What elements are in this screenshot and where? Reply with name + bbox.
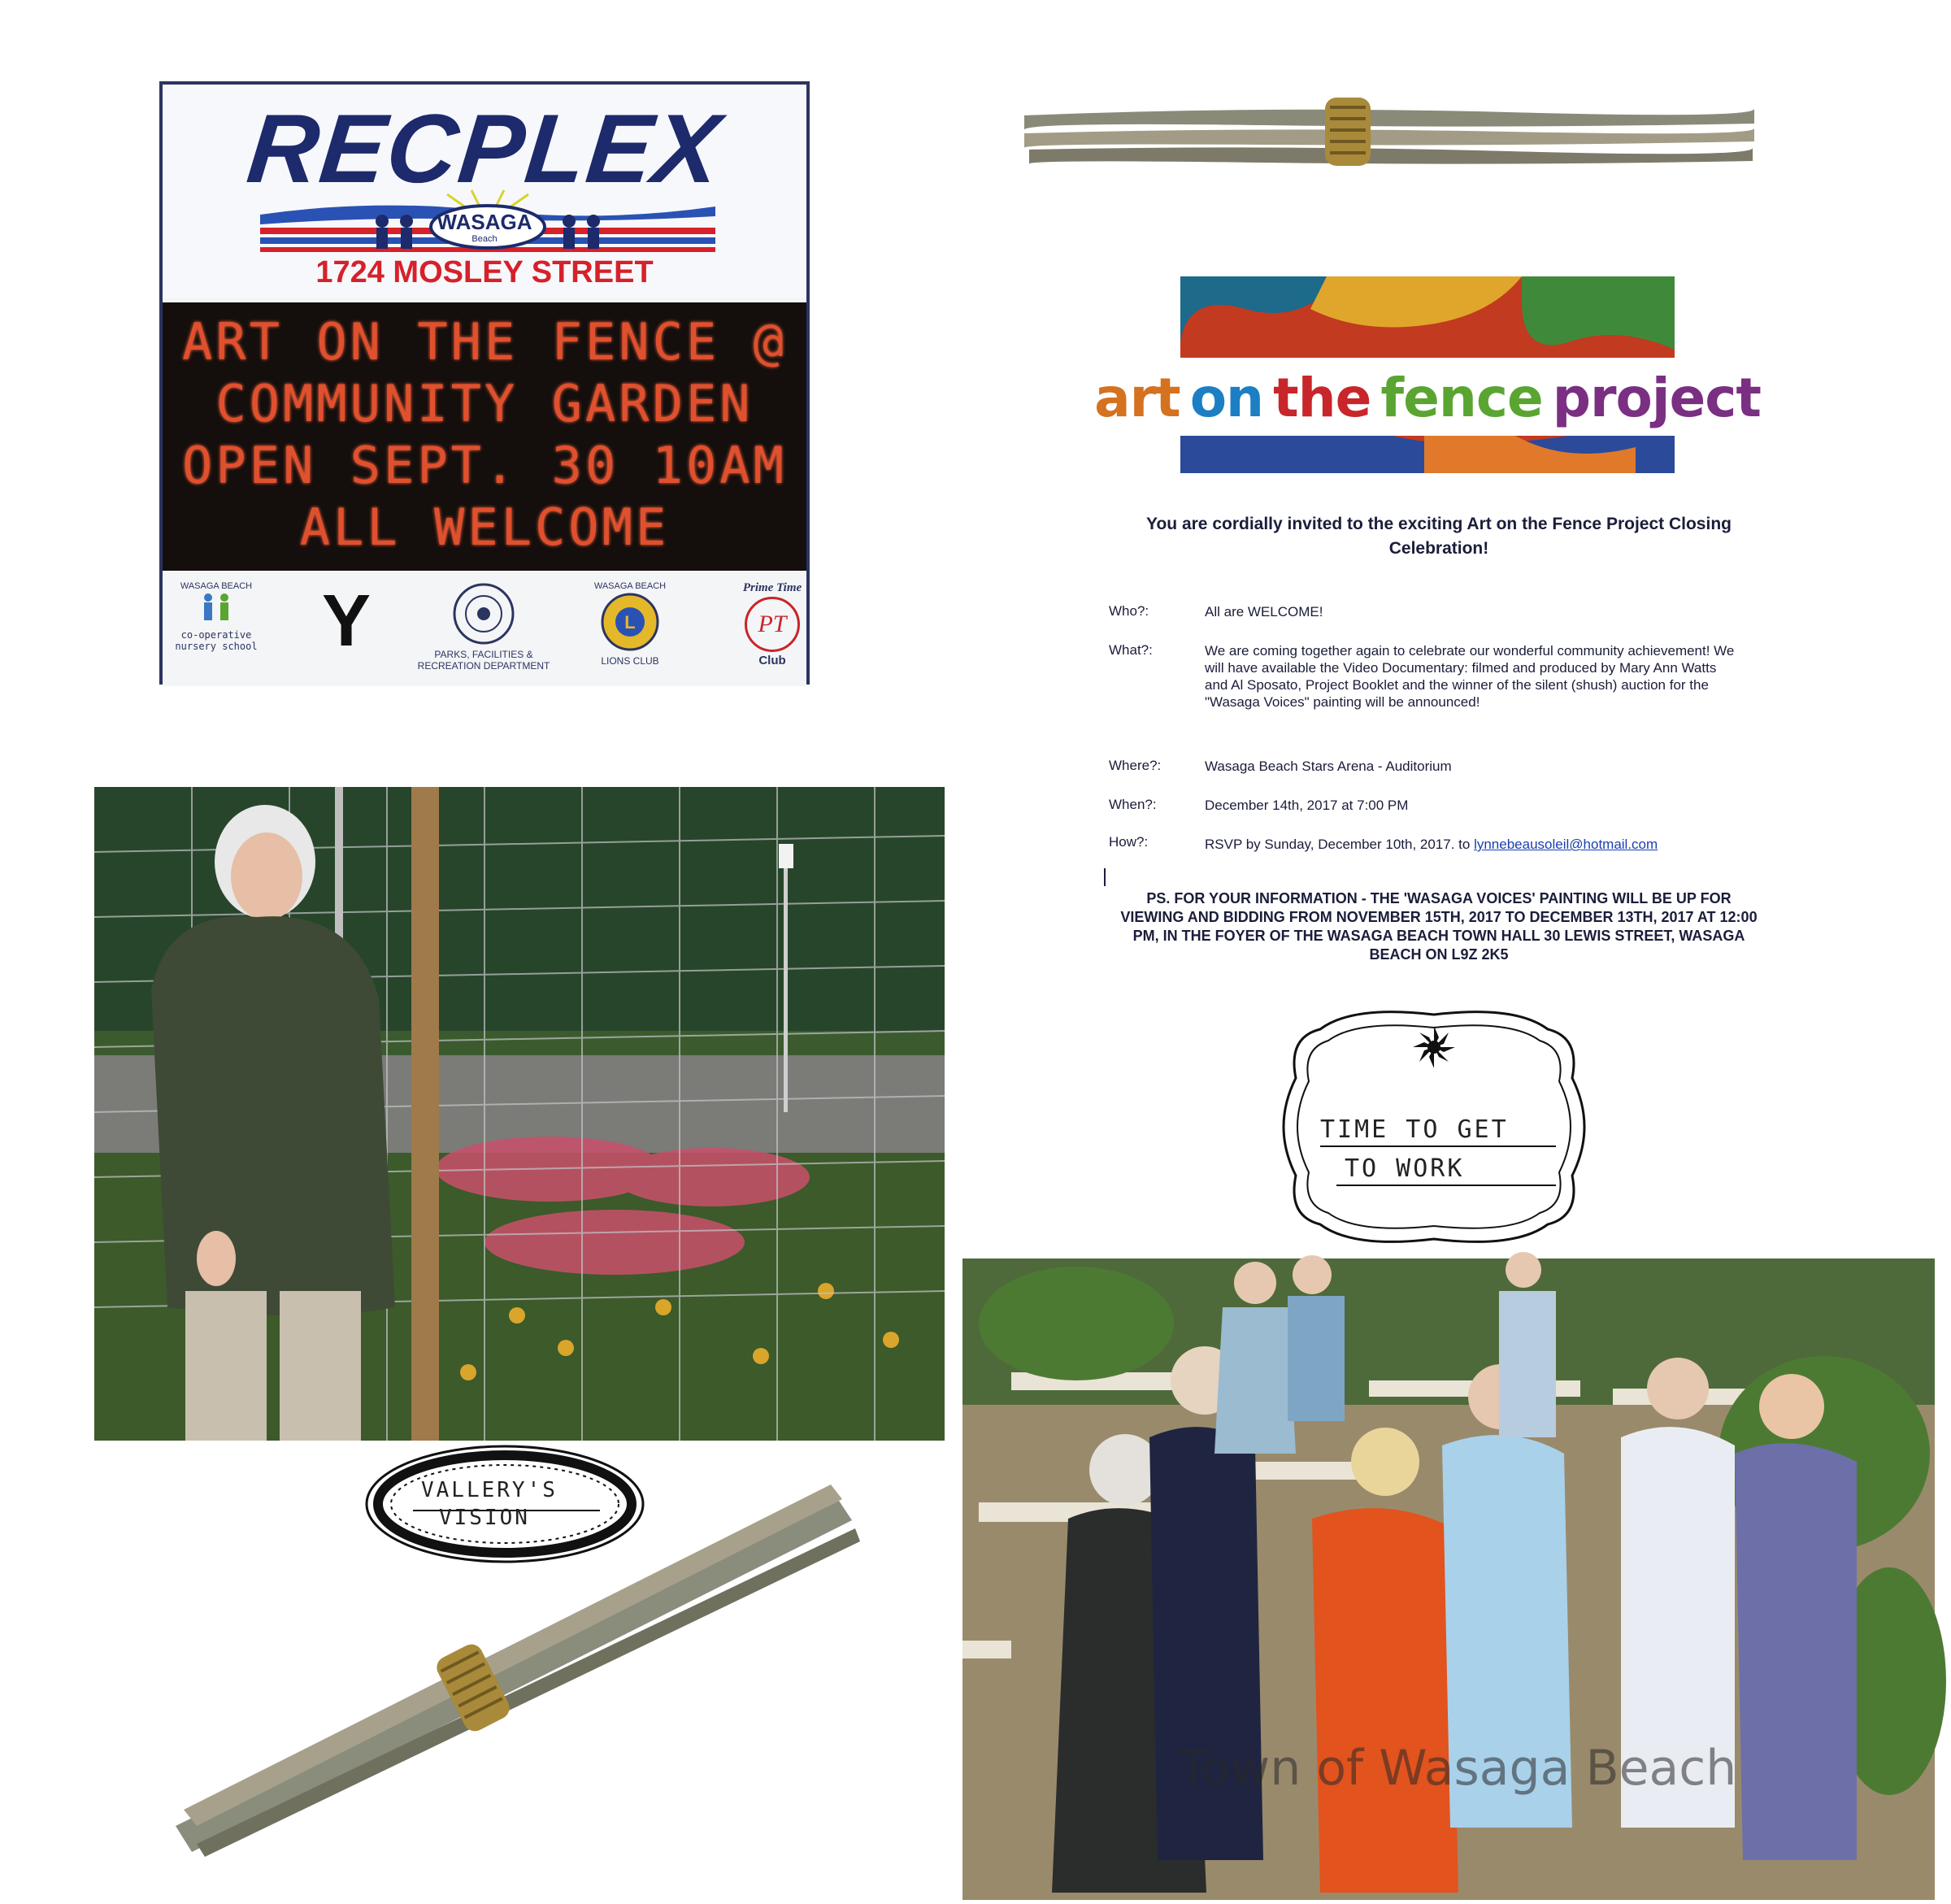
led-message-board (163, 302, 806, 571)
what-value: We are coming together again to celebrate our wonderful community achievement! We will have available the Video Documentary: filmed and produced by Mary Ann Watts and Al Sposato, Project Booklet and the winner of the silent (shush) auction for the "Wasaga Voices" painting will be announced! (1205, 643, 1735, 710)
lions-emblem-icon (597, 591, 663, 653)
nursery-school-logo (167, 581, 265, 652)
how-value-text: RSVP by Sunday, December 10th, 2017. to (1205, 837, 1475, 852)
svg-text:L: L (624, 612, 636, 632)
prime-time-club-logo (736, 581, 809, 667)
parks-department-text: PARKS, FACILITIES & RECREATION DEPARTMENT (417, 649, 550, 672)
community-garden-scene (962, 1258, 1935, 1900)
art-on-the-fence-banner (1094, 276, 1761, 473)
what-label: What?: (1109, 642, 1153, 658)
when-label: When?: (1109, 797, 1157, 812)
town-watermark: Town of Wasaga Beach (1179, 1740, 1737, 1797)
how-value (1205, 836, 1741, 853)
lions-top-text: WASAGA BEACH (593, 581, 667, 591)
lions-club-logo (585, 581, 675, 667)
ps-notice: PS. FOR YOUR INFORMATION - THE 'WASAGA VOICES' PAINTING WILL BE UP FOR VIEWING AND BIDDING FROM NOVEMBER 15TH, 2017 TO DECEMBER 13TH, 2017 AT 12:00 PM, IN THE FOYER OF THE WASAGA BEACH TOWN HALL 30 LEWIS STREET, WASAGA BEACH ON L9Z 2K5 (1120, 890, 1758, 963)
recplex-sign-photo (159, 81, 810, 685)
banner-word-art: art (1094, 366, 1180, 429)
who-value: All are WELCOME! (1205, 604, 1323, 619)
nursery-logo-top-text: WASAGA BEACH (180, 581, 253, 591)
led-line-4: ALL WELCOME (299, 498, 670, 557)
how-label: How?: (1109, 834, 1149, 850)
banner-word-the: the (1273, 366, 1371, 429)
when-value: December 14th, 2017 at 7:00 PM (1205, 798, 1409, 813)
led-line-1: ART ON THE FENCE @ (182, 312, 787, 372)
vallery-label-line-1: VALLERY'S (421, 1478, 558, 1502)
nursery-logo-bottom-text: co-operative nursery school (175, 629, 258, 652)
wasaga-badge-subtext: Beach (471, 234, 498, 244)
vallery-label-line-2: VISION (439, 1506, 530, 1530)
text-cursor (1104, 868, 1106, 886)
lions-club-text: LIONS CLUB (601, 655, 659, 667)
banner-word-fence: fence (1380, 366, 1543, 429)
recplex-title: RECPLEX (242, 94, 727, 203)
wasaga-badge-text: WASAGA (437, 210, 532, 234)
invitation-heading: You are cordially invited to the exciting Art on the Fence Project Closing Celebration! (1146, 515, 1732, 558)
tied-sticks-decoration-top (1021, 91, 1758, 169)
time-label-line-2: TO WORK (1345, 1154, 1465, 1183)
recplex-street-address: 1724 MOSLEY STREET (315, 255, 654, 289)
town-seal-icon (447, 581, 520, 646)
banner-word-on: on (1189, 366, 1264, 429)
time-label-line-1: TIME TO GET (1320, 1115, 1509, 1144)
invitation-document (1089, 504, 1788, 992)
who-label: Who?: (1109, 603, 1149, 619)
woman-at-fence-photo (94, 787, 945, 1441)
group-in-garden-photo (962, 1258, 1935, 1900)
ymca-logo: Y (322, 580, 372, 662)
prime-time-bottom-text: Club (758, 654, 786, 667)
led-line-3: OPEN SEPT. 30 10AM (182, 436, 787, 495)
banner-title (1094, 361, 1761, 434)
where-value: Wasaga Beach Stars Arena - Auditorium (1205, 759, 1452, 774)
rsvp-email-link[interactable]: lynnebeausoleil@hotmail.com (1474, 837, 1658, 852)
children-icon (192, 591, 241, 627)
tied-sticks-decoration-bottom (172, 1485, 863, 1858)
parks-department-logo (415, 581, 553, 672)
recplex-sign-header (163, 85, 806, 298)
sponsor-logo-strip (163, 576, 806, 686)
prime-time-top-text: Prime Time (742, 581, 802, 594)
where-label: Where?: (1109, 758, 1162, 773)
garden-fence-scene (94, 787, 945, 1441)
prime-time-emblem-icon: PT (745, 597, 800, 652)
led-line-2: COMMUNITY GARDEN (215, 374, 754, 433)
time-to-get-to-work-label (1271, 1005, 1597, 1249)
banner-word-project: project (1552, 366, 1761, 429)
